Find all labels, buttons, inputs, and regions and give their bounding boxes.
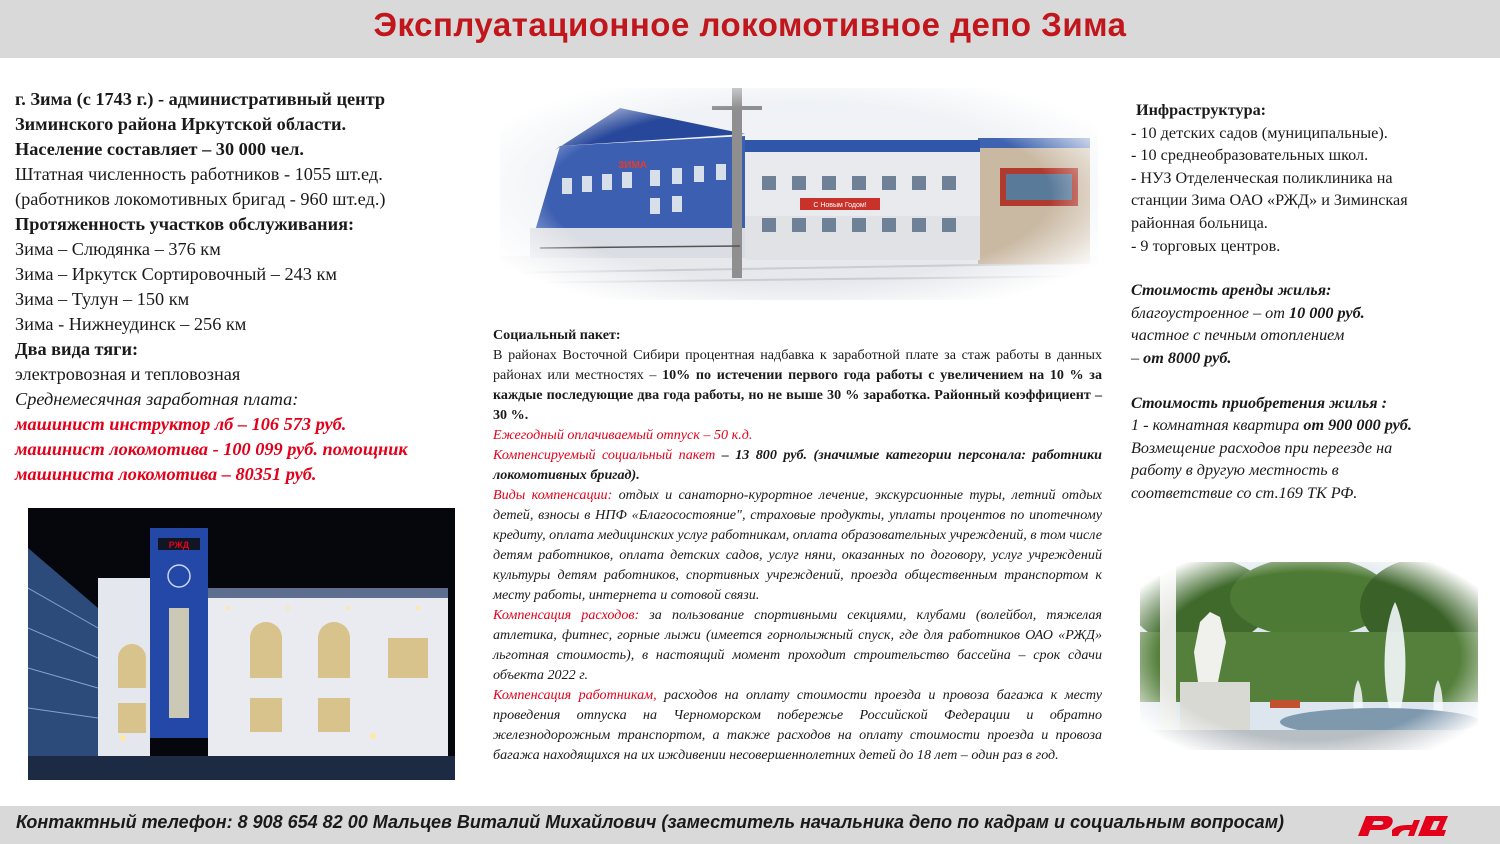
rent-line-2: частное с печным отоплением: [1131, 326, 1345, 345]
right-column: [1131, 99, 1471, 505]
infrastructure-item: - НУЗ Отделенческая поликлиника на: [1131, 168, 1393, 187]
expense-compensation-text: за пользование спортивными секциями, клубами (волейбол, тяжелая атлетика, фитнес, горные лыжи (имеется горнолыжный спуск, где для работников ОАО «РЖД» льготная стоимость), в настоящий момент проходит строительство бассейна – срок сдачи объекта 2022 г.: [493, 607, 1102, 683]
bonus-text: В районах Восточной Сибири процентная надбавка к заработной плате за стаж работы в данных районах или местностях –: [493, 347, 1102, 383]
social-package-text: [493, 325, 1102, 765]
rzd-logo-icon: [1352, 810, 1450, 840]
traction-types: электровозная и тепловозная: [15, 364, 241, 384]
purchase-line-1: [1131, 414, 1471, 437]
route-item: Зима - Нижнеудинск – 256 км: [15, 314, 247, 334]
fountain-photo: [1140, 562, 1478, 750]
night-logo-text: РЖД: [168, 540, 190, 550]
infrastructure-item: - 10 среднеобразовательных школ.: [1131, 146, 1369, 165]
expense-compensation-paragraph: [493, 605, 1102, 685]
purchase-line-1-value: от 900 000 руб.: [1303, 416, 1412, 435]
infrastructure-item: районная больница.: [1131, 213, 1268, 232]
salary-line-2: машинист локомотива - 100 099 руб. помощник: [15, 439, 408, 459]
purchase-line-3: работу в другую местность в: [1131, 461, 1339, 480]
left-column: [15, 87, 475, 487]
population-line: Население составляет – 30 000 чел.: [15, 139, 304, 159]
rent-heading: Стоимость аренды жилья:: [1131, 281, 1332, 300]
city-info-line-1: г. Зима (с 1743 г.) - административный центр: [15, 89, 386, 109]
employee-compensation-paragraph: [493, 685, 1102, 765]
vacation-line: Ежегодный оплачиваемый отпуск – 50 к.д.: [493, 427, 753, 443]
salary-line-1: машинист инструктор лб – 106 573 руб.: [15, 414, 347, 434]
social-pack-value: – 13 800 руб. (значимые категории персонала: работники локомотивных бригад).: [493, 447, 1102, 483]
infrastructure-heading: Инфраструктура:: [1136, 101, 1267, 119]
social-pack-paragraph: [493, 445, 1102, 485]
route-item: Зима – Иркутск Сортировочный – 243 км: [15, 264, 337, 284]
rent-line-1-text: благоустроенное – от: [1131, 303, 1289, 322]
purchase-line-2: Возмещение расходов при переезде на: [1131, 438, 1393, 457]
employee-compensation-label: Компенсация работникам,: [493, 687, 657, 703]
infrastructure-item: - 9 торговых центров.: [1131, 236, 1281, 255]
rent-line-3-text: –: [1131, 348, 1144, 367]
salary-heading: Среднемесячная заработная плата:: [15, 389, 299, 409]
station-building-photo: [500, 88, 1098, 300]
purchase-line-1-text: 1 - комнатная квартира: [1131, 416, 1304, 435]
rent-line-1-value: 10 000 руб.: [1288, 303, 1365, 322]
rent-line-3-value: от 8000 руб.: [1143, 348, 1232, 367]
traction-heading: Два вида тяги:: [15, 339, 139, 359]
social-pack-label: Компенсируемый социальный пакет: [493, 447, 716, 463]
purchase-heading: Стоимость приобретения жилья :: [1131, 393, 1388, 412]
crew-count-line: (работников локомотивных бригад - 960 шт.ед.): [15, 189, 386, 209]
contact-info: Контактный телефон: 8 908 654 82 00 Мальцев Виталий Михайлович (заместитель начальника депо по кадрам и социальным вопросам): [16, 812, 1285, 832]
bonus-terms: 10% по истечении первого года работы с увеличением на 10 % за каждые последующие два года работы, но не выше 30 % заработка. Районный коэффициент – 30 %.: [493, 367, 1102, 423]
compensation-types-text: отдых и санаторно-курортное лечение, экскурсионные туры, летний отдых детей, взносы в НПФ «Благосостояние", страховые продукты, уплаты процентов по ипотечному кредиту, оплата медицинских услуг работникам, оплата образовательных учреждений, в том числе детям работников, оплата детских садов, услуг няни, оказанных по договору, услуг учреждений культуры детям работников, спортивных учреждений, проезда общественным транспортом к месту работы, интернета и сотовой связи.: [493, 487, 1102, 603]
expense-compensation-label: Компенсация расходов:: [493, 607, 640, 623]
compensation-types-paragraph: [493, 485, 1102, 605]
rent-line-3: [1131, 347, 1471, 370]
staff-count-line: Штатная численность работников - 1055 шт.ед.: [15, 164, 383, 184]
routes-heading: Протяженность участков обслуживания:: [15, 214, 355, 234]
social-package-heading: Социальный пакет:: [493, 327, 621, 343]
compensation-types-label: Виды компенсации:: [493, 487, 613, 503]
rent-line-1: [1131, 302, 1471, 325]
purchase-line-4: соответствие со ст.169 ТК РФ.: [1131, 483, 1358, 502]
route-item: Зима – Тулун – 150 км: [15, 289, 190, 309]
infrastructure-item: - 10 детских садов (муниципальные).: [1131, 123, 1388, 142]
infrastructure-item: станции Зима ОАО «РЖД» и Зиминская: [1131, 191, 1408, 210]
salary-line-3: машиниста локомотива – 80351 руб.: [15, 464, 317, 484]
depot-night-photo: [28, 508, 455, 780]
city-info-line-2: Зиминского района Иркутской области.: [15, 114, 347, 134]
salary-bonus-paragraph: [493, 345, 1102, 425]
route-item: Зима – Слюдянка – 376 км: [15, 239, 221, 259]
employee-compensation-text: расходов на оплату стоимости проезда и провоза багажа к месту проведения отпуска на Черноморском побережье Российской Федерации и обратно железнодорожным транспортом, а также расходов на оплату стоимости проезда и провоза багажа находящихся на их иждивении несовершеннолетних детей до 18 лет – один раз в год.: [493, 687, 1102, 763]
page-title: Эксплуатационное локомотивное депо Зима: [373, 6, 1127, 43]
